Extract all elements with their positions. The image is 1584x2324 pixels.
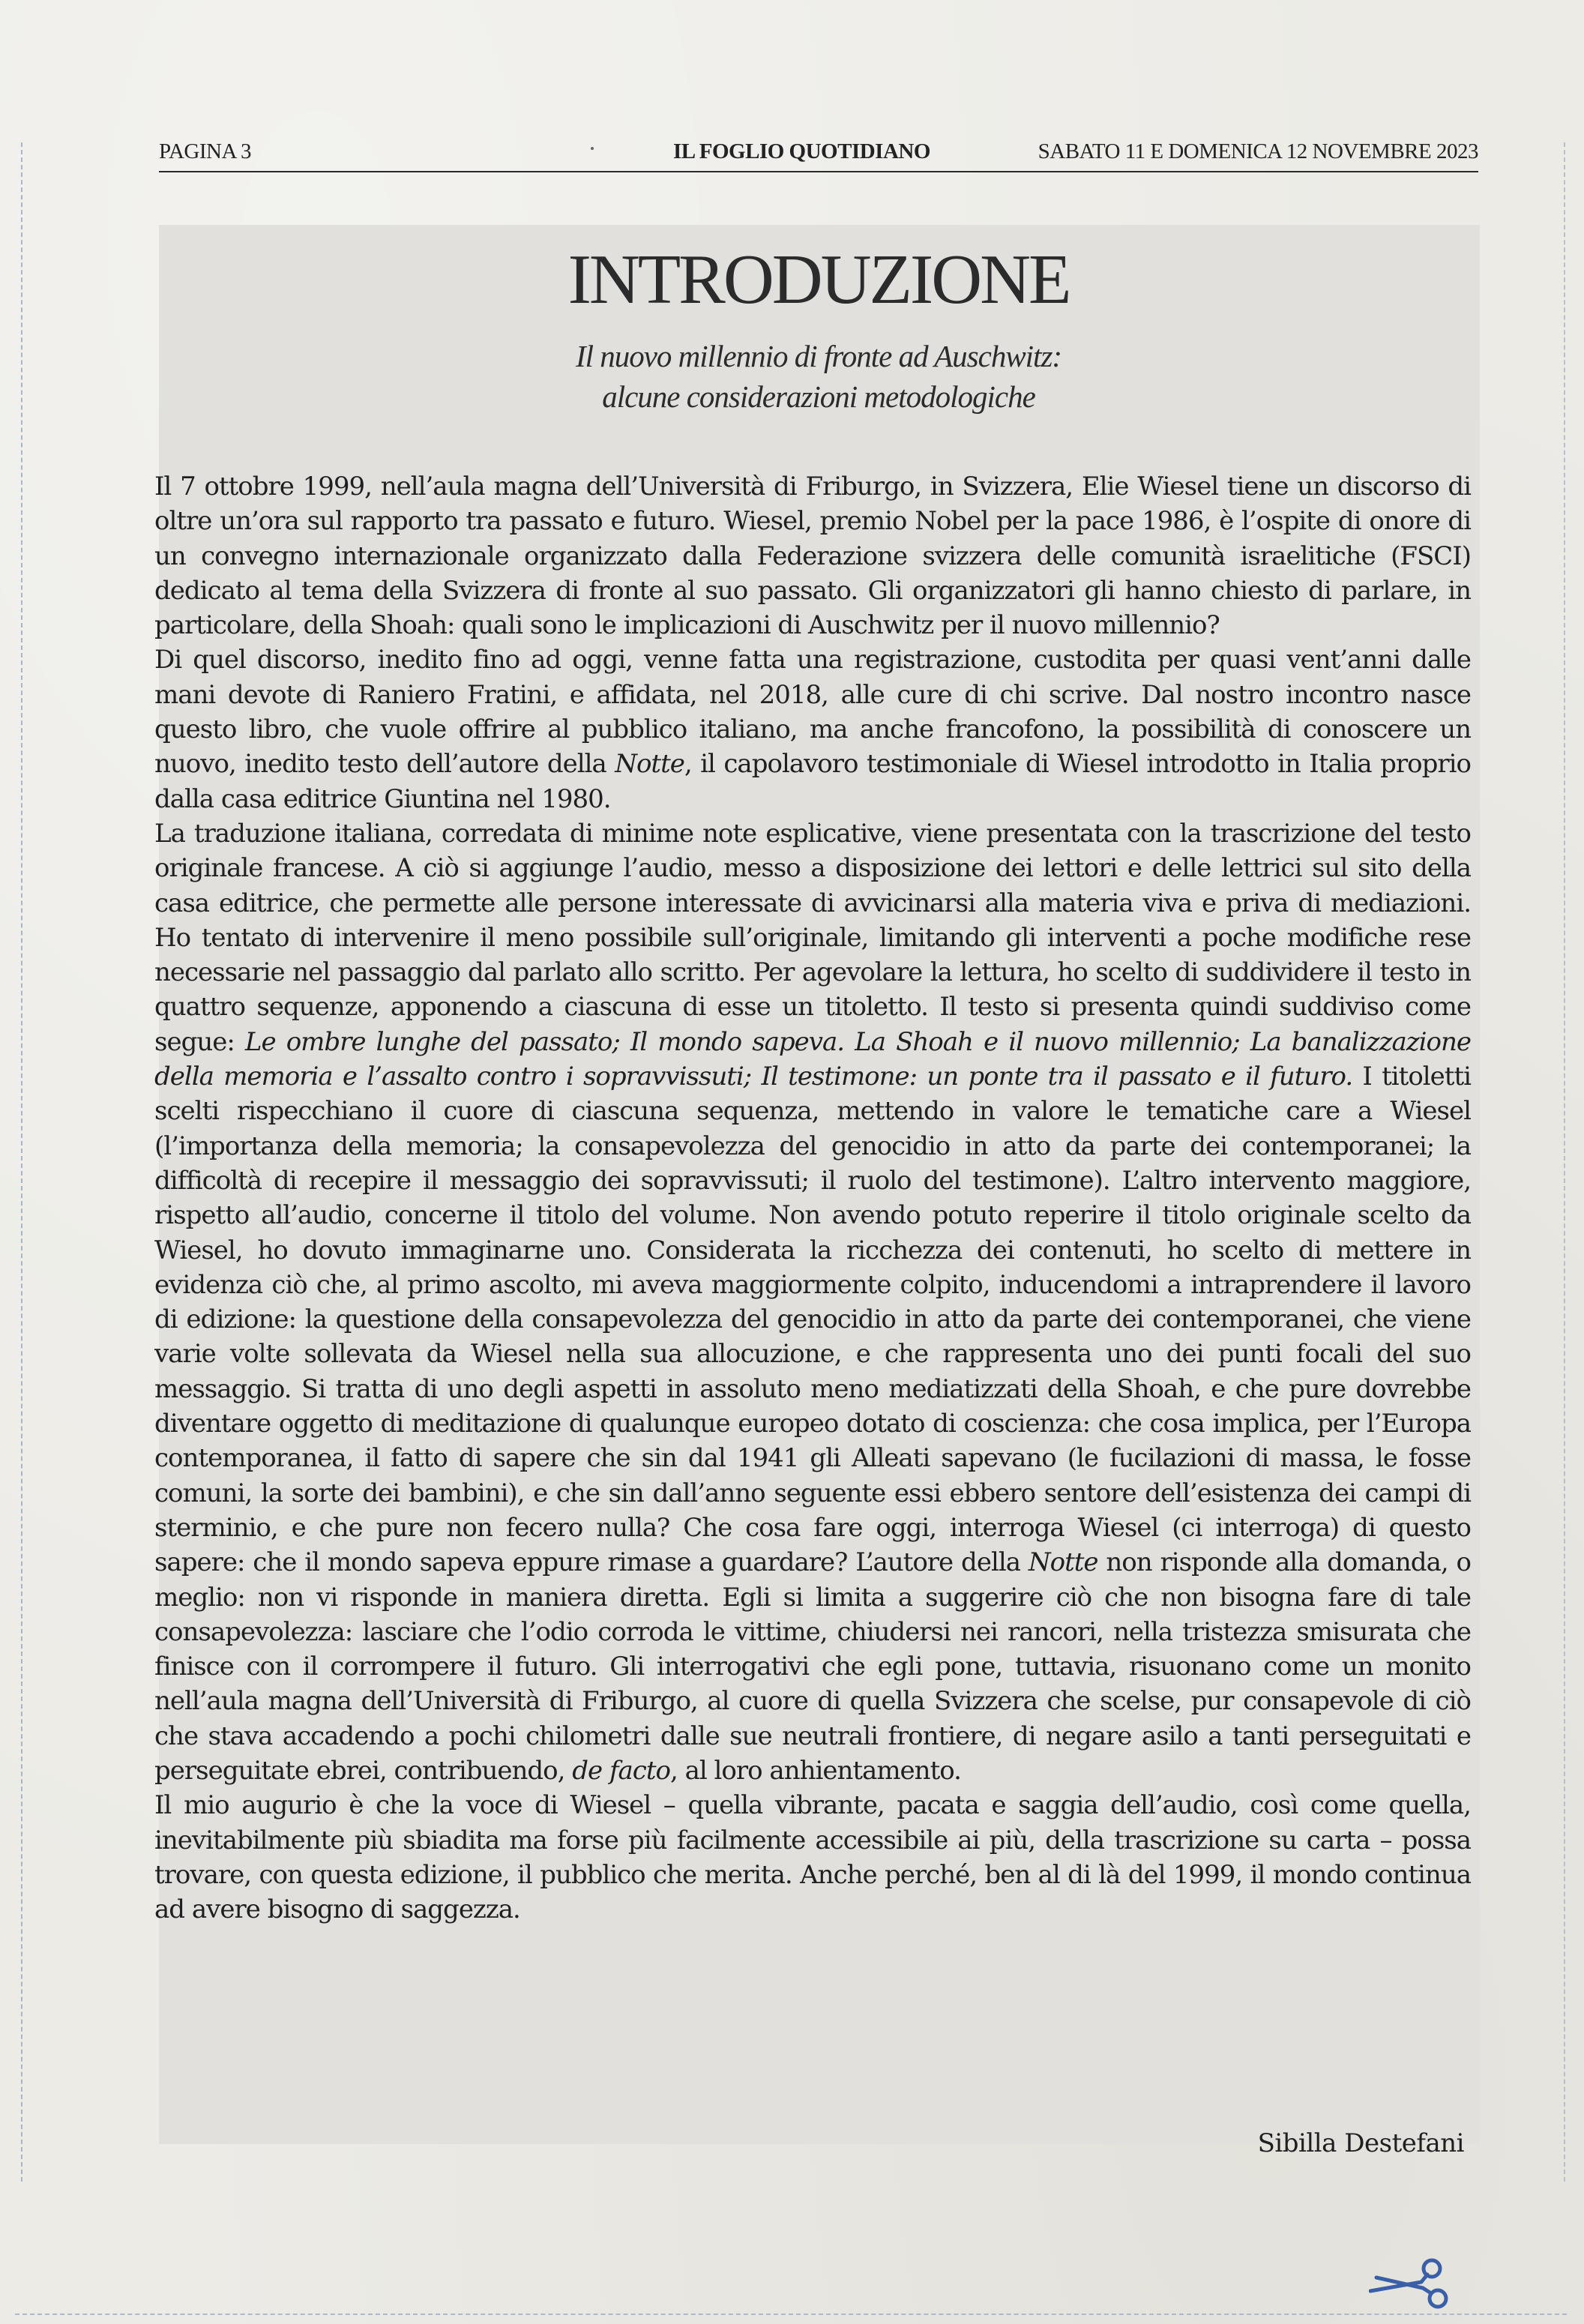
- paragraph-3-text-a: La traduzione italiana, corredata di minime note esplicative, viene presentata con la trascrizione del testo originale francese. A ciò si aggiunge l’audio, messo a disposizione dei lettori e delle lettrici sul sito della casa editrice, che permette alle persone interessate di avvicinarsi alla materia viva e priva di mediazioni. Ho tentato di intervenire il meno possibile sull’originale, limitando gli interventi a poche modifiche rese necessarie nel passaggio dal parlato allo scritto. Per agevolare la lettura, ho scelto di suddividere il testo in quattro sequenze, apponendo a ciascuna di esse un titoletto. Il testo si presenta quindi suddiviso come segue:: [154, 818, 1471, 1057]
- paragraph-3-text-c: non risponde alla domanda, o meglio: non vi risponde in maniera diretta. Egli si limita a suggerire ciò che non bisogna fare di tale consapevolezza: lasciare che l’odio corroda le vittime, chiudersi nei rancori, nella tristezza smisurata che finisce con il corrompere il futuro. Gli interrogativi che egli pone, tuttavia, risuonano come un monito nell’aula magna dell’Università di Friburgo, al cuore di quella Svizzera che scelse, pur consapevole di ciò che stava accadendo a pochi chilometri dalle sue neutrali frontiere, di negare asilo a tanti perseguitati e perseguitate ebrei, contribuendo,: [154, 1547, 1471, 1786]
- subtitle-line-1: Il nuovo millennio di fronte ad Auschwitz:: [575, 339, 1062, 373]
- article-title: INTRODUZIONE: [567, 241, 1070, 319]
- newspaper-name: IL FOGLIO QUOTIDIANO: [673, 139, 930, 163]
- bottom-cut-line: [15, 2314, 1567, 2315]
- paragraph-4: Il mio augurio è che la voce di Wiesel – quella vibrante, pacata e saggia dell’audio, così come quella, inevitabilmente più sbiadita ma forse più facilmente accessibile ai più, della trascrizione su carta – possa trovare, con questa edizione, il pubblico che merita. Anche perché, ben al di là del 1999, il mondo continua ad avere bisogno di saggezza.: [154, 1790, 1471, 1925]
- paragraph-3: [154, 816, 1471, 1788]
- paragraph-3-text-b: I titoletti scelti rispecchiano il cuore di ciascuna sequenza, mettendo in valore le tematiche care a Wiesel (l’importanza della memoria; la consapevolezza del genocidio in atto da parte dei contemporanei; la difficoltà di recepire il messaggio dei sopravvissuti; il ruolo del testimone). L’altro intervento maggiore, rispetto all’audio, concerne il titolo del volume. Non avendo potuto reperire il titolo originale scelto da Wiesel, ho dovuto immaginarne uno. Considerata la ricchezza dei contenuti, ho scelto di mettere in evidenza ciò che, al primo ascolto, mi aveva maggiormente colpito, inducendomi a intraprendere il lavoro di edizione: la questione della consapevolezza del genocidio in atto da parte dei contemporanei, che viene varie volte sollevata da Wiesel nella sua allocuzione, e che rappresenta uno dei punti focali del suo messaggio. Si tratta di uno degli aspetti in assoluto meno mediatizzati della Shoah, e che pure dovrebbe diventare oggetto di meditazione di qualunque europeo dotato di coscienza: che cosa implica, per l’Europa contemporanea, il fatto di sapere che sin dal 1941 gli Alleati sapevano (le fucilazioni di massa, le fosse comuni, la sorte dei bambini), e che sin dall’anno seguente essi ebbero sentore dell’esistenza dei campi di sterminio, e che pure non fecero nulla? Che cosa fare oggi, interroga Wiesel (ci interroga) di questo sapere: che il mondo sapeva eppure rimase a guardare? L’autore della: [154, 1062, 1471, 1578]
- author-signature: Sibilla Destefani: [1257, 2128, 1464, 2158]
- paragraph-1: Il 7 ottobre 1999, nell’aula magna dell’Università di Friburgo, in Svizzera, Elie Wiesel tiene un discorso di oltre un’ora sul rapporto tra passato e futuro. Wiesel, premio Nobel per la pace 1986, è l’ospite di onore di un convegno internazionale organizzato dalla Federazione svizzera delle comunità israelitiche (FSCI) dedicato al tema della Svizzera di fronte al suo passato. Gli organizzatori gli hanno chiesto di parlare, in particolare, della Shoah: quali sono le implicazioni di Auschwitz per il nuovo millennio?: [154, 472, 1471, 641]
- book-title-notte: Notte: [615, 749, 684, 780]
- issue-date: SABATO 11 E DOMENICA 12 NOVEMBRE 2023: [1038, 139, 1478, 163]
- subtitle-line-2: alcune considerazioni metodologiche: [602, 379, 1035, 414]
- paragraph-2-text-b: , il capolavoro testimoniale di Wiesel introdotto in Italia proprio dalla casa editrice Giuntina nel 1980.: [154, 749, 1471, 814]
- print-dot: [591, 147, 594, 150]
- article-subtitle: [159, 336, 1478, 417]
- paragraph-3-text-d: , al loro anhientamento.: [669, 1755, 961, 1786]
- section-titles: Le ombre lunghe del passato; Il mondo sapeva. La Shoah e il nuovo millennio; La banalizzazione della memoria e l’assalto contro i sopravvissuti; Il testimone: un ponte tra il passato e il futuro.: [154, 1026, 1472, 1092]
- paragraph-2: [154, 642, 1471, 816]
- right-cut-line: [1564, 142, 1565, 2182]
- book-title-notte-2: Notte: [1028, 1547, 1098, 1578]
- left-cut-line: [21, 142, 22, 2182]
- paragraph-2-text-a: Di quel discorso, inedito fino ad oggi, venne fatta una registrazione, custodita per quasi vent’anni dalle mani devote di Raniero Fratini, e affidata, nel 2018, alle cure di chi scrive. Dal nostro incontro nasce questo libro, che vuole offrire al pubblico italiano, ma anche francofono, la possibilità di conoscere un nuovo, inedito testo dell’autore della: [154, 645, 1471, 780]
- page-number: PAGINA 3: [159, 139, 252, 163]
- scissors-icon: [1369, 2252, 1459, 2312]
- page-header: [159, 138, 1478, 172]
- de-facto: de facto: [572, 1755, 670, 1786]
- article-body: [154, 469, 1471, 1927]
